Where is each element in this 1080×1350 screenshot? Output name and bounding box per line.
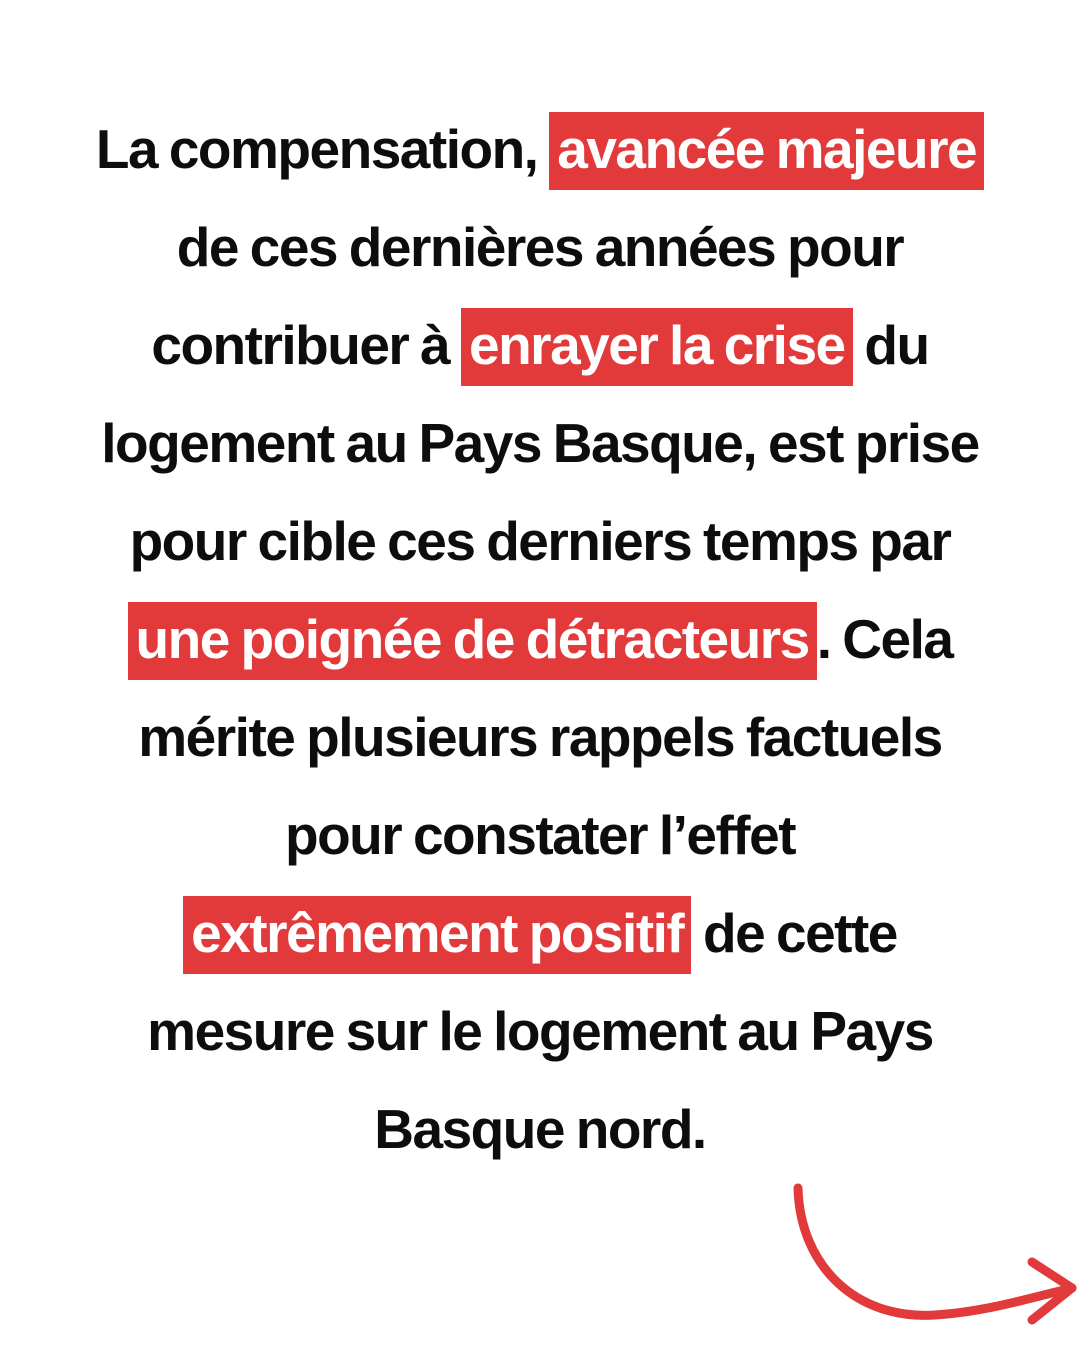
arrow-shaft xyxy=(798,1188,1072,1315)
text-segment: de ces dernières années pour xyxy=(176,216,904,278)
highlight-segment: avancée majeure xyxy=(549,112,984,190)
highlight-segment: une poignée de détracteurs xyxy=(128,602,817,680)
text-segment: du xyxy=(852,314,929,376)
text-line xyxy=(40,982,1040,1080)
text-line xyxy=(40,688,1040,786)
text-line xyxy=(40,884,1040,982)
text-segment: Basque nord. xyxy=(374,1098,706,1160)
curved-arrow-right-icon xyxy=(780,1170,1080,1350)
text-segment: . Cela xyxy=(816,608,953,670)
text-segment: La compensation, xyxy=(95,118,550,180)
text-segment: mesure sur le logement au Pays xyxy=(147,1000,933,1062)
text-line xyxy=(40,296,1040,394)
text-line xyxy=(40,786,1040,884)
text-line xyxy=(40,590,1040,688)
text-line xyxy=(40,100,1040,198)
main-text-block xyxy=(40,100,1040,1178)
text-line xyxy=(40,1080,1040,1178)
text-segment: pour cible ces derniers temps par xyxy=(129,510,951,572)
text-line xyxy=(40,198,1040,296)
highlight-segment: extrêmement positif xyxy=(183,896,691,974)
highlight-segment: enrayer la crise xyxy=(461,308,853,386)
text-line xyxy=(40,394,1040,492)
text-segment: de cette xyxy=(691,902,897,964)
text-segment: contribuer à xyxy=(151,314,461,376)
text-line xyxy=(40,492,1040,590)
text-segment: logement au Pays Basque, est prise xyxy=(101,412,979,474)
text-segment: pour constater l’effet xyxy=(284,804,796,866)
text-segment: mérite plusieurs rappels factuels xyxy=(138,706,942,768)
